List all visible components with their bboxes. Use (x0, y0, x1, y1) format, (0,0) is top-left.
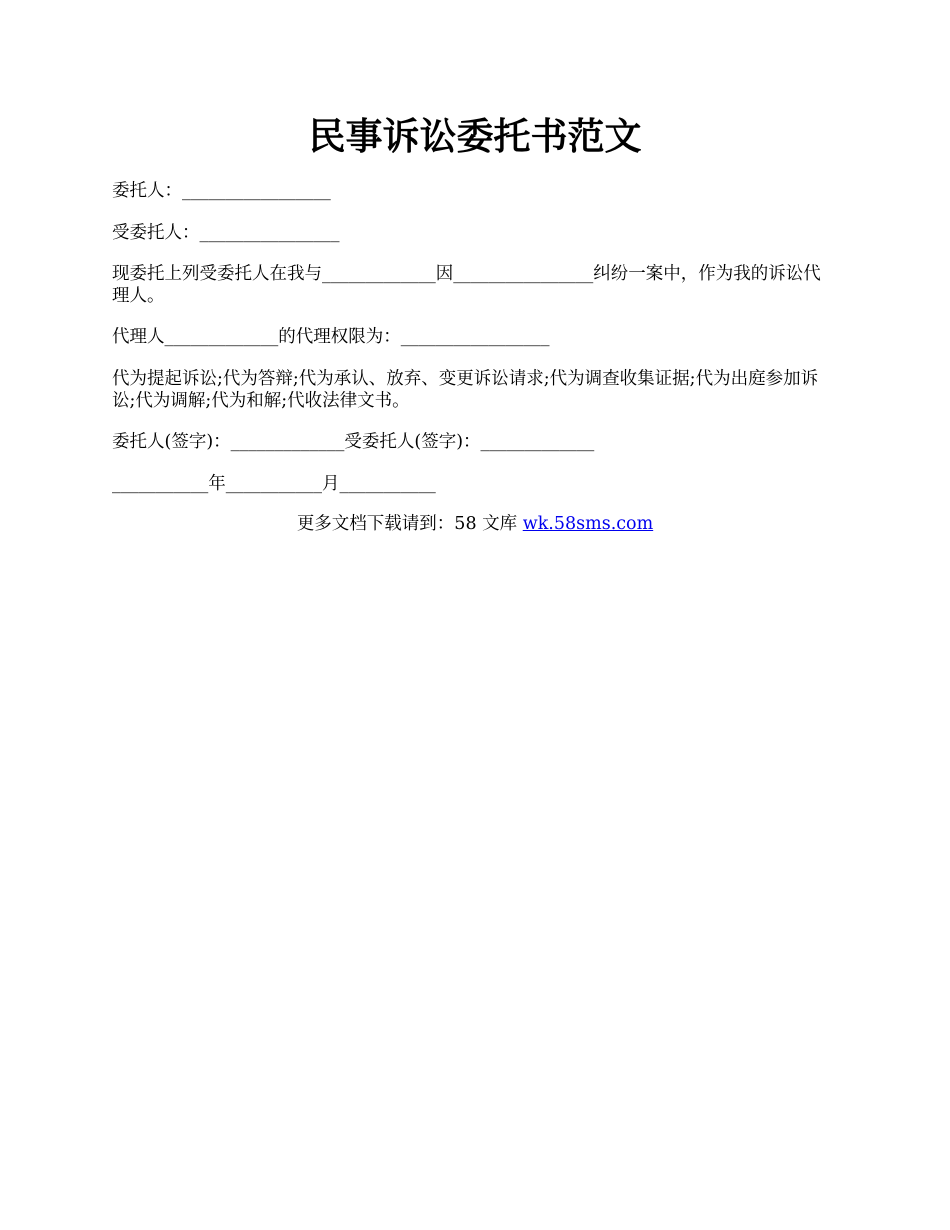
signature-line: 委托人(签字)：_____________受委托人(签字)：_____________ (112, 432, 595, 452)
footer-line (0, 513, 950, 535)
footer-link[interactable]: wk.58sms.com (522, 514, 654, 534)
agent-line: 受委托人：________________ (112, 223, 340, 243)
document-title: 民事诉讼委托书范文 (308, 114, 642, 158)
authority-scope-paragraph: 代为提起诉讼;代为答辩;代为承认、放弃、变更诉讼请求;代为调查收集证据;代为出庭参加诉讼;代为调解;代为和解;代收法律文书。 (112, 369, 819, 411)
footer-text: 更多文档下载请到：58 文库 (296, 514, 523, 534)
principal-line: 委托人：_________________ (112, 181, 331, 201)
entrustment-paragraph: 现委托上列受委托人在我与_____________因________________纠纷一案中，作为我的诉讼代理人。 (112, 264, 821, 306)
date-line: ___________年___________月___________ (112, 474, 436, 494)
authority-line: 代理人_____________的代理权限为：_________________ (112, 327, 550, 347)
